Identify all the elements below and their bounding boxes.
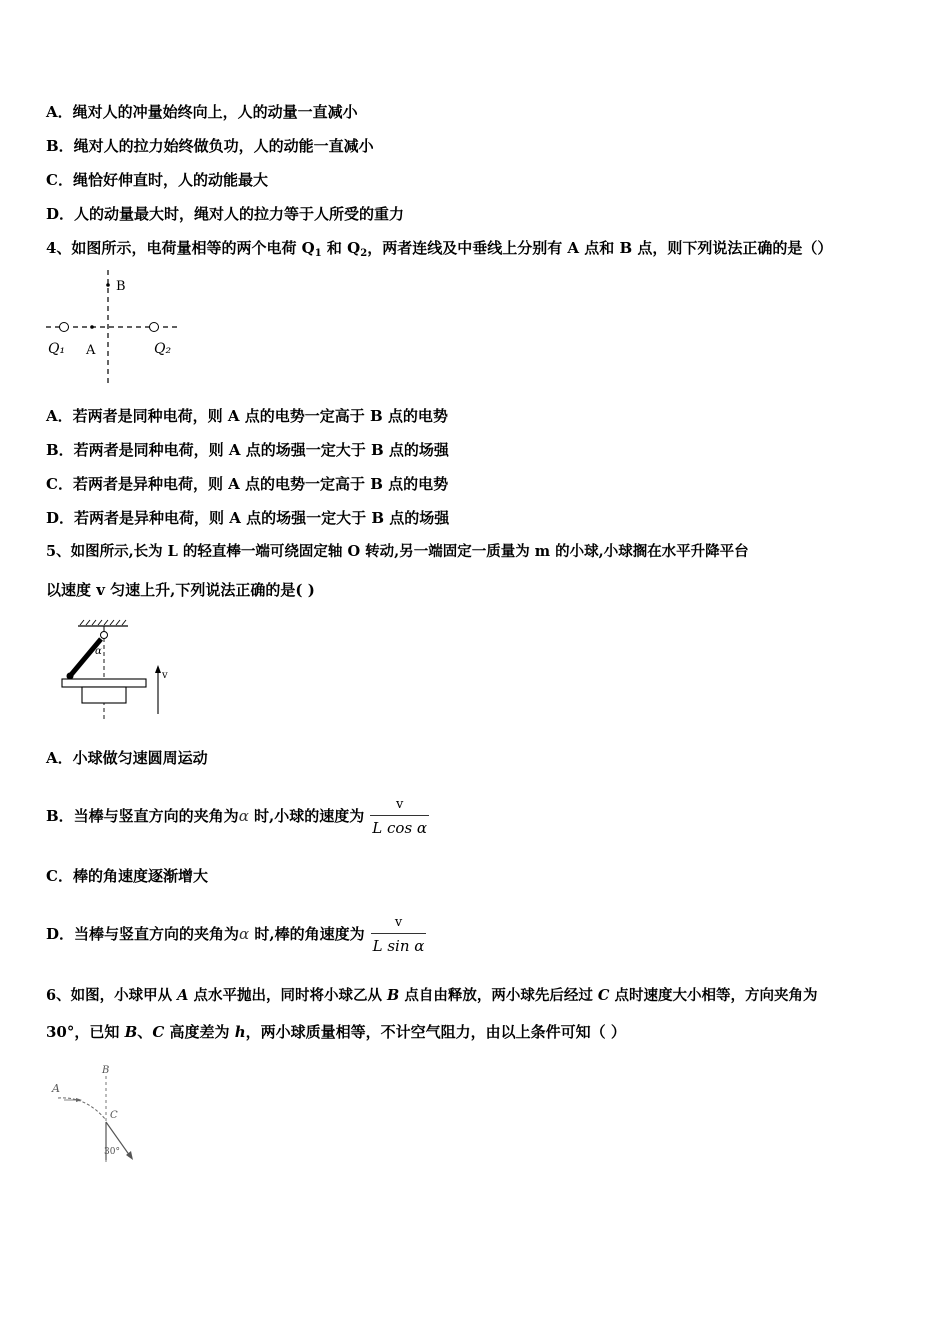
- q5-option-b: B．当棒与竖直方向的夹角为α 时,小球的速度为 $\frac{v}{\text{L cos α}}$: [46, 796, 428, 837]
- q4-stem: 4、如图所示，电荷量相等的两个电荷 $Q_1$ 和 $Q_2$，两者连线及中垂线上分别有 A 点和 B 点，则下列说法正确的是（）: [46, 239, 833, 259]
- q5-label-alpha: α: [95, 646, 102, 657]
- q6-stem-line2: 30°，已知 B、C 高度差为 h，两小球质量相等，不计空气阻力，由以上条件可知（ ）: [46, 1023, 626, 1041]
- q5-figure: [56, 616, 186, 722]
- q5-option-b-alpha: α: [238, 807, 249, 825]
- q4-option-a: A．若两者是同种电荷，则 A 点的电势一定高于 B 点的电势: [46, 407, 448, 425]
- q5-option-d-alpha: α: [239, 925, 250, 943]
- q4-figure: [44, 268, 184, 388]
- q5-option-d: D．当棒与竖直方向的夹角为α 时,棒的角速度为 $\frac{v}{\text{L sin α}}$: [46, 914, 425, 955]
- q6-stem-line1: 6、如图，小球甲从 A 点水平抛出，同时将小球乙从 B 点自由释放，两小球先后经过 C 点时速度大小相等，方向夹角为: [46, 987, 818, 1004]
- q4-option-d: D．若两者是异种电荷，则 A 点的场强一定大于 B 点的场强: [46, 509, 450, 527]
- q4-option-c: C．若两者是异种电荷，则 A 点的电势一定高于 B 点的电势: [46, 475, 449, 493]
- q6-label-angle: 30°: [104, 1147, 120, 1157]
- q5-stem-line1: 5、如图所示,长为 L 的轻直棒一端可绕固定轴 O 转动,另一端固定一质量为 m 的小球,小球搁在水平升降平台: [46, 543, 749, 560]
- q6-label-b: B: [102, 1065, 110, 1076]
- q5-option-b-fraction: $\frac{v}{\text{L cos α}}$: [372, 796, 428, 837]
- q6-label-c: C: [110, 1110, 118, 1121]
- q4-label-q1: Q₁: [48, 341, 66, 357]
- q5-option-d-fraction: $\frac{v}{\text{L sin α}}$: [372, 914, 425, 955]
- q4-label-a: A: [86, 343, 96, 358]
- q6-figure: [46, 1062, 146, 1168]
- q4-option-b: B．若两者是同种电荷，则 A 点的场强一定大于 B 点的场强: [46, 441, 449, 459]
- q5-option-c: C．棒的角速度逐渐增大: [46, 867, 208, 885]
- q4-label-q2: Q₂: [154, 341, 172, 357]
- q5-option-a: A．小球做匀速圆周运动: [46, 749, 208, 767]
- q3-option-c: C．绳恰好伸直时，人的动能最大: [46, 171, 268, 189]
- q3-option-d: D．人的动量最大时，绳对人的拉力等于人所受的重力: [46, 205, 405, 223]
- q3-option-a: A．绳对人的冲量始终向上，人的动量一直减小: [46, 103, 358, 121]
- q6-label-a: A: [52, 1082, 60, 1095]
- q5-stem-line2: 以速度 v 匀速上升,下列说法正确的是( ): [46, 581, 315, 599]
- q3-option-b: B．绳对人的拉力始终做负功，人的动能一直减小: [46, 137, 374, 155]
- q4-label-b: B: [116, 279, 126, 294]
- q5-label-v: v: [162, 670, 168, 681]
